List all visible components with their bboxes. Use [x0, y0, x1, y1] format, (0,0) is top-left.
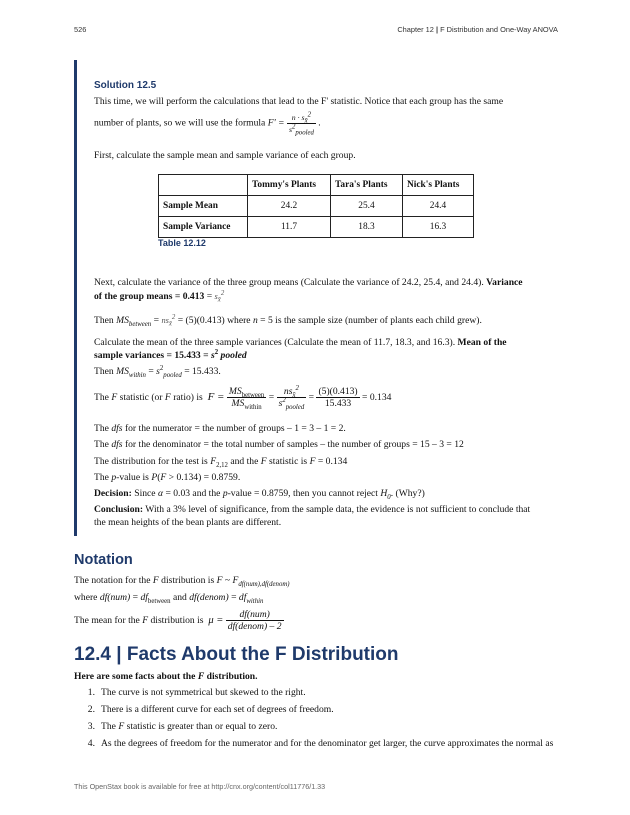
pooled-bold-2: sample variances = 15.433 =	[94, 350, 209, 361]
notation-1F: F	[152, 575, 159, 586]
row-label: Sample Mean	[159, 196, 248, 217]
f-eq3: =	[308, 392, 315, 403]
msw-then: Then	[94, 366, 114, 377]
p-2: -value is	[116, 472, 149, 483]
list-item	[74, 703, 334, 716]
notation-2eq: =	[132, 592, 139, 603]
p-value-step	[94, 471, 537, 484]
decision-label: Decision:	[94, 488, 132, 499]
df-num-dfs: dfs	[111, 423, 123, 434]
notation-line1	[74, 574, 554, 587]
notation-2and: and	[172, 592, 187, 603]
notation-3F: F	[142, 615, 149, 626]
decision-step	[94, 487, 537, 500]
page-number: 526	[74, 25, 87, 34]
notation-2df2: df	[238, 592, 247, 603]
list-text: As the degrees of freedom for the numerator and for the denominator get larger, the curve approximates the normal as	[101, 738, 554, 749]
notation-2dfden: df(denom)	[189, 592, 229, 603]
conclusion-label: Conclusion:	[94, 504, 144, 515]
row-label: Sample Variance	[159, 217, 248, 238]
dist-F2: F	[260, 456, 267, 467]
distribution-step	[94, 455, 537, 468]
f-frac1-den-sub: within	[244, 404, 262, 412]
list-text: There is a different curve for each set of degrees of freedom.	[101, 704, 334, 715]
table-cell: 25.4	[331, 196, 403, 217]
msb-ns: ns	[161, 316, 169, 325]
decision-3: -value = 0.8759, then you cannot reject	[227, 488, 378, 499]
notation-3a: The mean for the	[74, 615, 140, 626]
conclusion-line2: the mean heights of the bean plants are different.	[94, 517, 282, 528]
p-4: > 0.134) = 0.8759.	[168, 472, 241, 483]
decision-1: Since	[134, 488, 156, 499]
f-frac3-den: 15.433	[324, 398, 352, 410]
list-item	[74, 737, 553, 750]
list-number: 4.	[87, 738, 95, 749]
list-text-pre: The	[101, 721, 116, 732]
pooled-step-line2	[94, 349, 537, 362]
conclusion-1: With a 3% level of significance, from the sample data, the evidence is not sufficient to conclude that	[145, 504, 531, 515]
msb-rest: = 5 is the sample size (number of plants each child grew).	[260, 315, 482, 326]
notation-2eq2: =	[231, 592, 237, 603]
f-intro-2: statistic (or	[119, 392, 163, 403]
f-result: = 0.134	[362, 392, 392, 403]
list-text: The curve is not symmetrical but skewed to the right.	[101, 687, 306, 698]
ms-within-step	[94, 365, 537, 378]
f-frac2-num-sub: x̄	[292, 392, 296, 400]
notation-3den: df(denom) – 2	[227, 621, 282, 633]
f-frac2-den: s	[278, 398, 283, 410]
notation-heading: Notation	[74, 552, 133, 568]
p-p: p	[111, 472, 117, 483]
notation-2dfnum: df(num)	[99, 592, 131, 603]
notation-2df: df	[140, 592, 148, 603]
pooled-sub: pooled	[220, 350, 247, 361]
section-intro-F: F	[197, 671, 205, 682]
p-1: The	[94, 472, 109, 483]
f-frac2-num-sup: 2	[295, 385, 299, 393]
msb-then: Then	[94, 315, 114, 326]
p-3: (	[157, 472, 161, 483]
formula-tail: .	[318, 117, 321, 129]
dist-sub: 2,12	[216, 461, 228, 469]
msw-sup: 2	[159, 364, 164, 372]
list-text-F: F	[118, 721, 125, 732]
formula-num-sub: x̄	[304, 117, 308, 125]
dist-1: The distribution for the test is	[94, 456, 208, 467]
table-cell: 18.3	[331, 217, 403, 238]
running-header	[397, 25, 558, 34]
footer-text: This OpenStax book is available for free at http://cnx.org/content/col11776/1.33	[74, 782, 326, 791]
table-header-cell	[159, 175, 248, 196]
header-separator: |	[435, 25, 439, 34]
f-ratio-step	[94, 384, 537, 411]
section-title: Facts About the F Distribution	[126, 644, 399, 665]
notation-3b: distribution is	[150, 615, 204, 626]
formula-lhs: F' =	[267, 117, 285, 129]
table-caption: Table 12.12	[158, 238, 206, 248]
variance-step	[94, 276, 537, 289]
f-frac2-den-sub: pooled	[285, 404, 305, 412]
first-step: First, calculate the sample mean and sample variance of each group.	[94, 150, 356, 161]
msb-ns-sup: 2	[171, 314, 176, 322]
notation-mu: μ =	[208, 615, 224, 626]
msw-sub: within	[128, 371, 146, 379]
section-intro	[74, 670, 554, 683]
formula-num-sup: 2	[307, 111, 312, 119]
table-row	[159, 196, 474, 217]
variance-eq: =	[206, 291, 213, 302]
table-header-cell: Tara's Plants	[331, 175, 403, 196]
solution-title: Solution 12.5	[94, 80, 157, 91]
f-frac-ns	[277, 385, 307, 412]
solution-intro-line1: This time, we will perform the calculations that lead to the F' statistic. Notice that each group has the same	[94, 96, 504, 107]
dist-F3: F	[309, 456, 316, 467]
pooled-bold-1: Mean of the	[457, 337, 507, 348]
f-frac2-num: ns	[283, 386, 293, 398]
notation-tilde: ~	[224, 575, 231, 586]
table-row	[159, 217, 474, 238]
msw-sub2: pooled	[163, 371, 182, 379]
f-frac-values	[316, 386, 359, 409]
variance-bold-1: Variance	[486, 277, 523, 288]
table-cell: 24.2	[248, 196, 331, 217]
notation-2sub1: between	[147, 597, 171, 605]
p-F: F	[160, 472, 167, 483]
decision-p: p	[222, 488, 228, 499]
section-intro-b: distribution.	[206, 671, 258, 682]
f-lhs: F =	[207, 391, 225, 403]
df-denominator-step	[94, 438, 537, 451]
conclusion-step	[94, 503, 537, 516]
list-item	[74, 720, 277, 733]
list-text-post: statistic is greater than or equal to zero.	[126, 721, 278, 732]
f-frac1-num-sub: between	[241, 392, 265, 400]
notation-1F3: F	[232, 575, 239, 586]
list-number: 1.	[87, 687, 95, 698]
table-cell: 16.3	[403, 217, 474, 238]
notation-line3	[74, 609, 554, 633]
table-header-row	[159, 175, 474, 196]
formula-den: s	[288, 125, 292, 134]
f-intro-F2: F	[164, 392, 171, 403]
df-den-dfs: dfs	[111, 439, 123, 450]
dist-3: statistic is	[269, 456, 308, 467]
notation-2a: where	[74, 592, 98, 603]
variance-text: Next, calculate the variance of the three group means (Calculate the variance of 24.2, 25.4, and 24.4).	[94, 277, 484, 288]
msw-s: s	[156, 366, 160, 377]
table-cell: 24.4	[403, 196, 474, 217]
list-number: 3.	[87, 721, 95, 732]
df-den-2: for the denominator = the total number of samples – the number of groups = 15 – 3 = 12	[124, 439, 464, 450]
msb-sub: between	[128, 320, 152, 328]
variance-sym-sup: 2	[220, 290, 225, 298]
pooled-step	[94, 336, 537, 349]
f-eq2: =	[268, 392, 275, 403]
f-intro-1: The	[94, 392, 109, 403]
formula-num: n · s	[291, 113, 305, 122]
list-number: 2.	[87, 704, 95, 715]
dist-4: = 0.134	[317, 456, 348, 467]
msb-n: n	[252, 315, 258, 326]
notation-1F2: F	[216, 575, 223, 586]
p-P: P	[151, 472, 158, 483]
df-num-2: for the numerator = the number of groups – 1 = 3 – 1 = 2.	[124, 423, 346, 434]
notation-2sub2: within	[246, 597, 264, 605]
f-intro-3: ratio) is	[173, 392, 203, 403]
msb-value: = (5)(0.413) where	[177, 315, 251, 326]
f-frac1-num: MS	[228, 386, 242, 398]
solution-rule	[74, 60, 77, 536]
section-heading	[74, 644, 399, 666]
df-den-1: The	[94, 439, 109, 450]
section-intro-a: Here are some facts about the	[74, 671, 196, 682]
variance-sym-sub: x̄	[217, 296, 221, 304]
msw-eq: =	[148, 366, 154, 377]
msb-ns-sub: x̄	[168, 320, 172, 328]
chapter-title: F Distribution and One-Way ANOVA	[440, 25, 558, 34]
variance-step-line2	[94, 290, 537, 303]
notation-1b: distribution is	[161, 575, 215, 586]
decision-2: = 0.03 and the	[165, 488, 221, 499]
dist-F: F	[210, 456, 217, 467]
pooled-s: s	[211, 350, 215, 361]
data-table	[158, 174, 474, 238]
msb-label: MS	[116, 315, 129, 326]
list-item	[74, 686, 306, 699]
formula-fraction	[287, 112, 316, 135]
msw-value: = 15.433.	[184, 366, 221, 377]
section-number: 12.4	[74, 644, 111, 665]
variance-sym: s	[214, 292, 218, 301]
section-separator: |	[116, 644, 122, 665]
notation-line2	[74, 591, 554, 604]
formula-den-sub: pooled	[295, 129, 314, 137]
notation-1sub: df(num),df(denom)	[238, 580, 290, 588]
msw-label: MS	[116, 366, 129, 377]
decision-alpha: α	[157, 488, 164, 499]
table-cell: 11.7	[248, 217, 331, 238]
msb-eq: =	[153, 315, 160, 326]
chapter-prefix: Chapter 12	[397, 25, 434, 34]
dist-2: and the	[230, 456, 259, 467]
formula-den-sup: 2	[291, 123, 296, 131]
solution-intro-line2	[94, 112, 537, 135]
intro-text: number of plants, so we will use the formula	[94, 117, 266, 129]
table-header-cell: Nick's Plants	[403, 175, 474, 196]
notation-3num: df(num)	[226, 609, 284, 621]
df-numerator-step	[94, 422, 537, 435]
pooled-sup: 2	[214, 348, 219, 356]
df-num-1: The	[94, 423, 109, 434]
pooled-line1: Calculate the mean of the three sample variances (Calculate the mean of 11.7, 18.3, and 16.3).	[94, 337, 456, 348]
f-frac2-den-sup: 2	[282, 397, 286, 405]
notation-mean-fraction	[226, 609, 284, 632]
variance-bold-2: of the group means = 0.413	[94, 291, 205, 302]
f-frac3-num: (5)(0.413)	[318, 386, 358, 398]
decision-4: . (Why?)	[390, 488, 425, 499]
ms-between-step	[94, 314, 537, 327]
f-frac-ms	[227, 386, 266, 412]
notation-1a: The notation for the	[74, 575, 151, 586]
decision-H: H	[380, 488, 388, 499]
f-frac1-den: MS	[231, 398, 245, 410]
table-header-cell: Tommy's Plants	[248, 175, 331, 196]
decision-H-sub: 0	[387, 493, 391, 501]
f-intro-F: F	[111, 392, 118, 403]
